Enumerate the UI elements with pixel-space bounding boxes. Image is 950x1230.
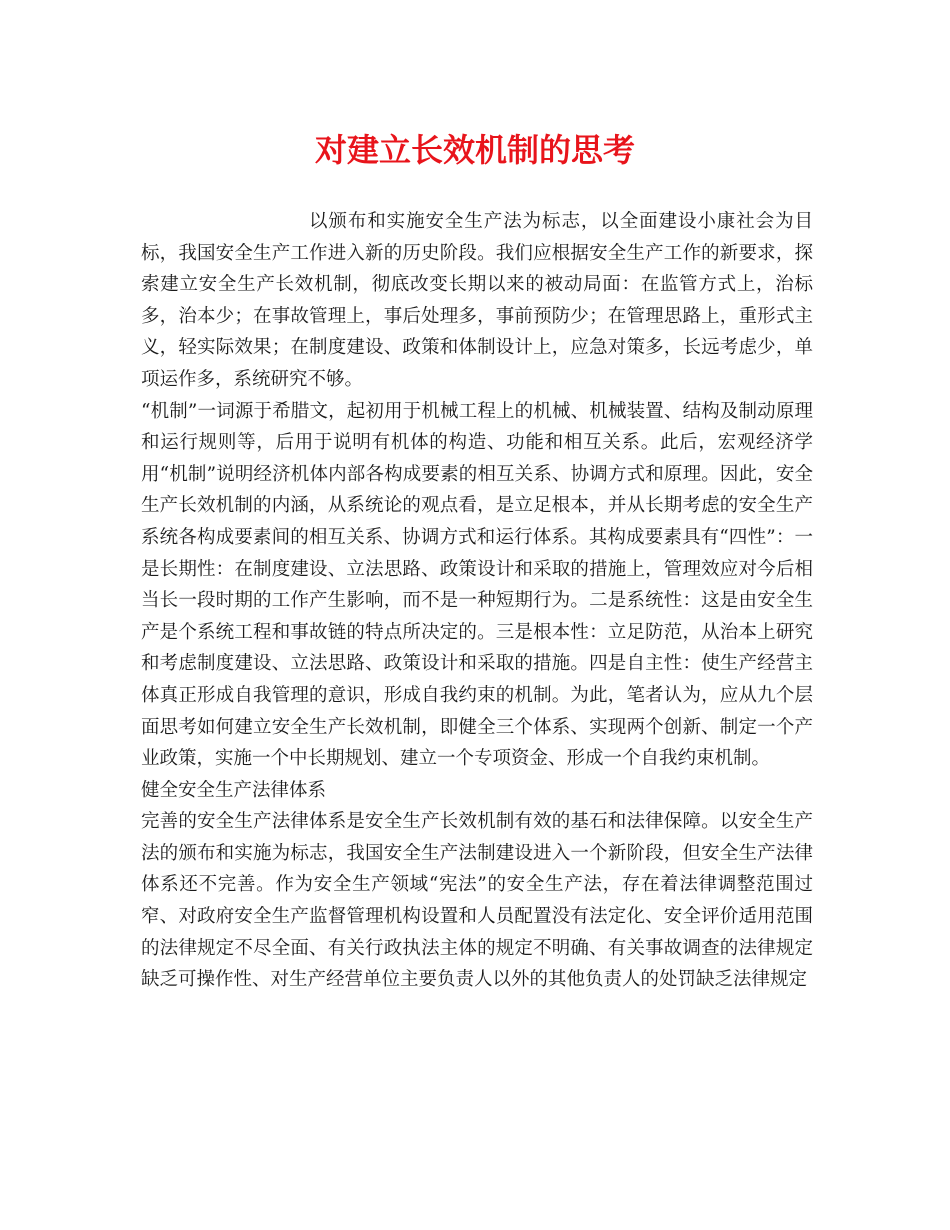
document-body [141, 206, 813, 996]
paragraph-intro: 以颁布和实施安全生产法为标志，以全面建设小康社会为目标，我国安全生产工作进入新的历史阶段。我们应根据安全生产工作的新要求，探索建立安全生产长效机制，彻底改变长期以来的被动局面：在监管方式上，治标多，治本少；在事故管理上，事后处理多，事前预防少；在管理思路上，重形式主义，轻实际效果；在制度建设、政策和体制设计上，应急对策多，长远考虑少，单项运作多，系统研究不够。 [141, 211, 813, 390]
section-heading-legal-system: 健全安全生产法律体系 [141, 779, 327, 801]
paragraph-legal-system: 完善的安全生产法律体系是安全生产长效机制有效的基石和法律保障。以安全生产法的颁布和实施为标志，我国安全生产法制建设进入一个新阶段，但安全生产法律体系还不完善。作为安全生产领域“宪法”的安全生产法，存在着法律调整范围过窄、对政府安全生产监督管理机构设置和人员配置没有法定化、安全评价适用范围的法律规定不尽全面、有关行政执法主体的规定不明确、有关事故调查的法律规定缺乏可操作性、对生产经营单位主要负责人以外的其他负责人的处罚缺乏法律规定 [141, 811, 813, 991]
document-title: 对建立长效机制的思考 [314, 131, 635, 169]
paragraph-mechanism: “机制”一词源于希腊文，起初用于机械工程上的机械、机械装置、结构及制动原理和运行规则等，后用于说明有机体的构造、功能和相互关系。此后，宏观经济学用“机制”说明经济机体内部各构成要素的相互关系、协调方式和原理。因此，安全生产长效机制的内涵，从系统论的观点看，是立足根本，并从长期考虑的安全生产系统各构成要素间的相互关系、协调方式和运行体系。其构成要素具有“四性”：一是长期性：在制度建设、立法思路、政策设计和采取的措施上，管理效应对今后相当长一段时期的工作产生影响，而不是一种短期行为。二是系统性：这是由安全生产是个系统工程和事故链的特点所决定的。三是根本性：立足防范，从治本上研究和考虑制度建设、立法思路、政策设计和采取的措施。四是自主性：使生产经营主体真正形成自我管理的意识，形成自我约束的机制。为此，笔者认为，应从九个层面思考如何建立安全生产长效机制，即健全三个体系、实现两个创新、制定一个产业政策，实施一个中长期规划、建立一个专项资金、形成一个自我约束机制。 [141, 400, 813, 770]
